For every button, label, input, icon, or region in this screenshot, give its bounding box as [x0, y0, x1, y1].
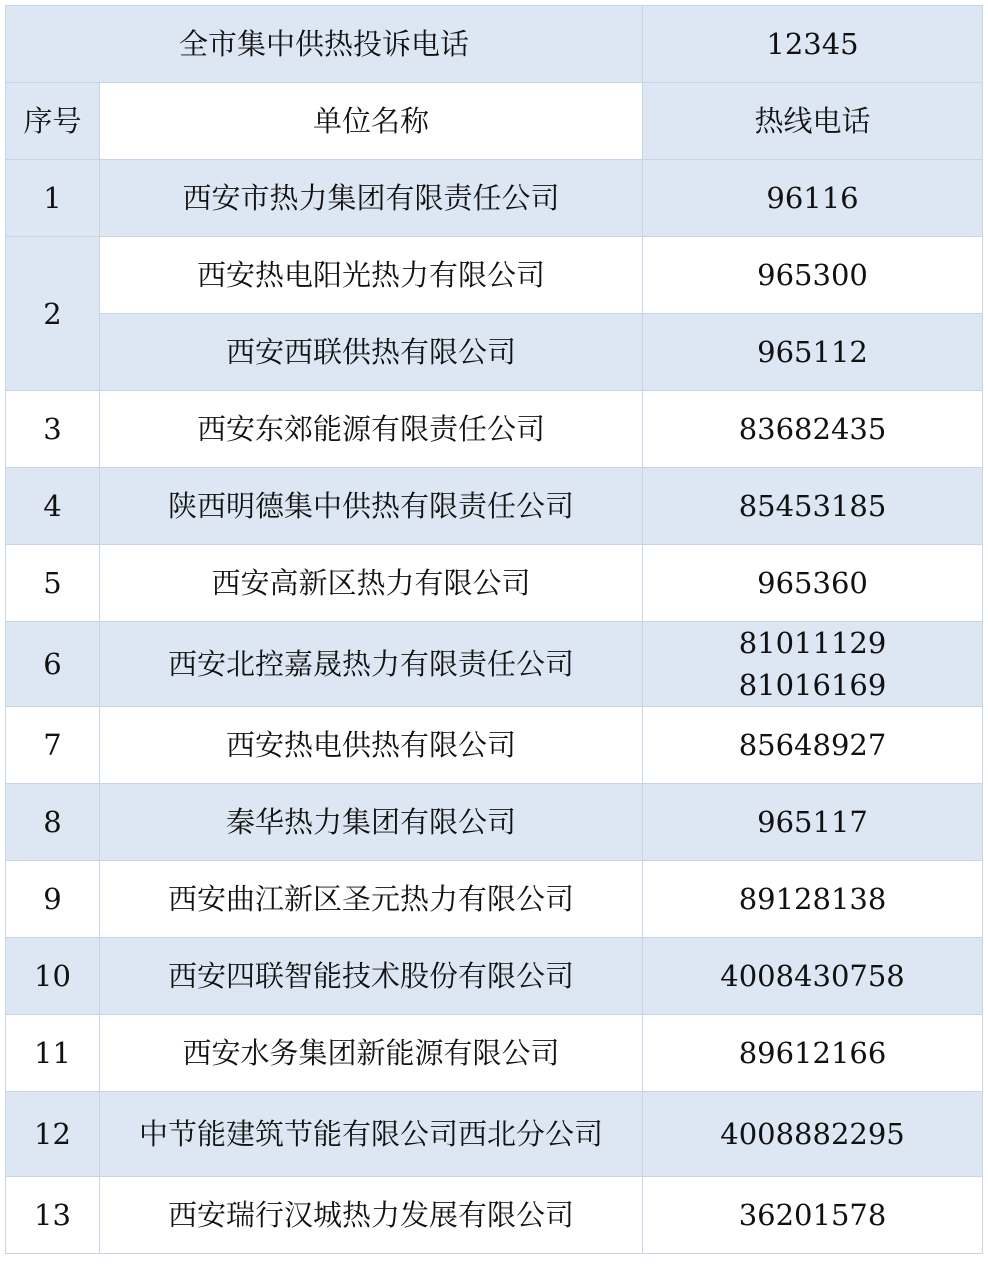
hotline-number: 81016169	[738, 668, 887, 702]
table-row	[6, 622, 983, 707]
row-index: 7	[6, 707, 100, 784]
company-name: 西安四联智能技术股份有限公司	[100, 938, 643, 1015]
column-header-name: 单位名称	[100, 83, 643, 160]
row-index: 12	[6, 1092, 100, 1177]
hotline-number: 4008882295	[643, 1092, 983, 1177]
company-name-cell	[100, 1092, 643, 1177]
company-name: 西安高新区热力有限公司	[100, 545, 643, 622]
hotline-number: 81011129	[738, 626, 887, 660]
row-index: 13	[6, 1177, 100, 1254]
column-header-index: 序号	[6, 83, 100, 160]
column-header-phone: 热线电话	[643, 83, 983, 160]
row-index: 11	[6, 1015, 100, 1092]
table-row	[6, 314, 983, 391]
title-row	[6, 6, 983, 83]
company-name: 西安西联供热有限公司	[100, 314, 643, 391]
company-name: 西安水务集团新能源有限公司	[100, 1015, 643, 1092]
hotline-number: 36201578	[643, 1177, 983, 1254]
company-name: 西安北控嘉晟热力有限责任公司	[100, 622, 643, 707]
row-index: 5	[6, 545, 100, 622]
hotline-number: 96116	[643, 160, 983, 237]
row-index: 9	[6, 861, 100, 938]
company-name: 西安市热力集团有限责任公司	[100, 160, 643, 237]
row-index: 8	[6, 784, 100, 861]
hotline-number: 89612166	[643, 1015, 983, 1092]
hotline-number: 83682435	[643, 391, 983, 468]
hotline-number: 965112	[643, 314, 983, 391]
company-name: 秦华热力集团有限公司	[100, 784, 643, 861]
table-row	[6, 1015, 983, 1092]
title-label: 全市集中供热投诉电话	[6, 6, 643, 83]
title-number: 12345	[643, 6, 983, 83]
table-row	[6, 391, 983, 468]
hotline-number-pair	[643, 622, 983, 707]
company-name: 西安热电供热有限公司	[100, 707, 643, 784]
hotline-number: 85648927	[643, 707, 983, 784]
table-row	[6, 160, 983, 237]
row-index: 10	[6, 938, 100, 1015]
table-row	[6, 1092, 983, 1177]
hotline-number: 85453185	[643, 468, 983, 545]
table-row	[6, 938, 983, 1015]
table-row	[6, 784, 983, 861]
table-row	[6, 1177, 983, 1254]
hotline-number: 4008430758	[643, 938, 983, 1015]
header-row	[6, 83, 983, 160]
table-row	[6, 861, 983, 938]
table-row	[6, 237, 983, 314]
company-name: 陕西明德集中供热有限责任公司	[100, 468, 643, 545]
row-index: 3	[6, 391, 100, 468]
hotline-number: 965300	[643, 237, 983, 314]
hotline-number: 965360	[643, 545, 983, 622]
row-index: 2	[6, 237, 100, 391]
hotline-number: 965117	[643, 784, 983, 861]
row-index: 4	[6, 468, 100, 545]
table-row	[6, 468, 983, 545]
table-row	[6, 545, 983, 622]
row-index: 6	[6, 622, 100, 707]
row-index: 1	[6, 160, 100, 237]
company-name: 西安瑞行汉城热力发展有限公司	[100, 1177, 643, 1254]
company-name: 西安热电阳光热力有限公司	[100, 237, 643, 314]
table-row	[6, 707, 983, 784]
company-name: 西安曲江新区圣元热力有限公司	[100, 861, 643, 938]
company-name: 中节能建筑节能有限公司西北分公司	[139, 1117, 604, 1151]
heating-hotline-table	[5, 5, 983, 1254]
company-name: 西安东郊能源有限责任公司	[100, 391, 643, 468]
hotline-number: 89128138	[643, 861, 983, 938]
